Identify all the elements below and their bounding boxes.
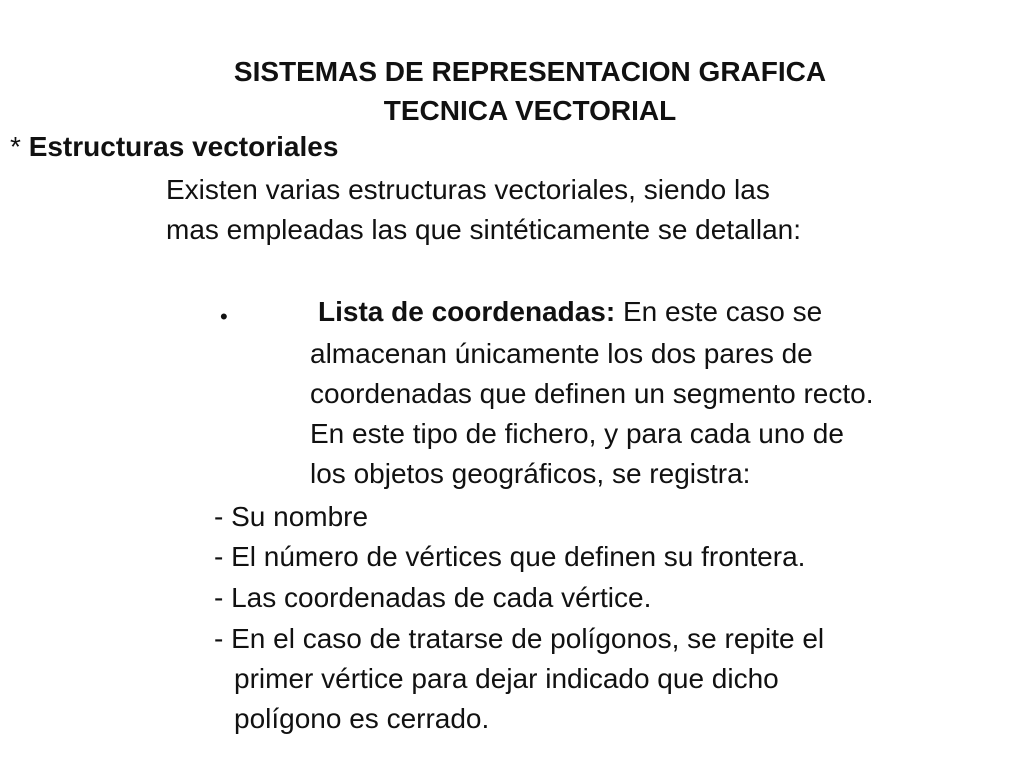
bullet-line-3: coordenadas que definen un segmento recto.	[310, 378, 874, 409]
title-line-1: SISTEMAS DE REPRESENTACION GRAFICA	[233, 56, 827, 87]
bullet-line-5: los objetos geográficos, se registra:	[310, 458, 751, 489]
intro-line-1: Existen varias estructuras vectoriales, siendo las	[166, 174, 770, 205]
section-heading	[10, 133, 338, 161]
bullet-term: Lista de coordenadas:	[318, 296, 616, 327]
bullet-line-4: En este tipo de fichero, y para cada uno de	[310, 418, 844, 449]
bullet-line-2: almacenan únicamente los dos pares de	[310, 338, 813, 369]
list-item-polygon-line-2: primer vértice para dejar indicado que dicho	[234, 663, 779, 694]
bullet-line-1-rest: En este caso se	[615, 296, 823, 327]
bullet-icon: •	[220, 304, 228, 329]
bullet-line-1	[318, 298, 822, 326]
list-item-name: - Su nombre	[214, 501, 369, 532]
list-item-polygon-line-3: polígono es cerrado.	[234, 703, 490, 734]
list-item-vertex-count: - El número de vértices que definen su frontera.	[214, 541, 806, 572]
list-item-polygon-line-1: - En el caso de tratarse de polígonos, se repite el	[214, 623, 825, 654]
intro-line-2: mas empleadas las que sintéticamente se detallan:	[166, 214, 802, 245]
section-heading-text: Estructuras vectoriales	[28, 131, 339, 162]
asterisk-marker: *	[10, 131, 21, 162]
title-line-2: TECNICA VECTORIAL	[383, 95, 677, 126]
list-item-vertex-coordinates: - Las coordenadas de cada vértice.	[214, 582, 652, 613]
